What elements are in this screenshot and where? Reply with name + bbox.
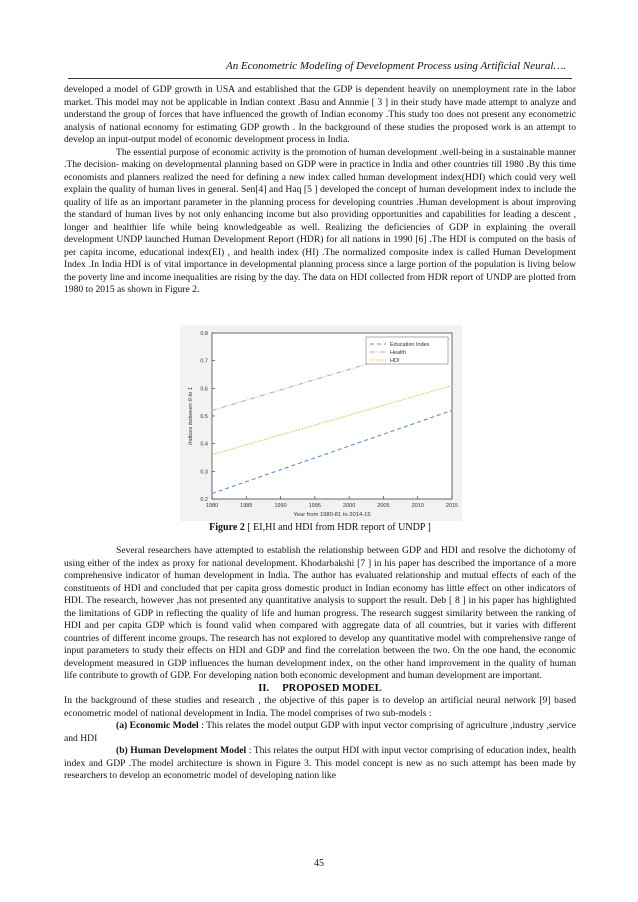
figure-caption [64, 522, 576, 533]
submodel-text: : This relates the model output GDP with input vector comprising of agriculture ,industry ,service and HDI [64, 720, 576, 744]
paragraph: developed a model of GDP growth in USA and established that the GDP is dependent heavily on unemployment rate in the labor market. This model may not be applicable in Indian context .Basu and Annmie [ 3 ] in their study have made attempt to analyze and understand the group of forces that have influenced the growth of Indian economy .This study too does not present any econometric analysis of national economy for estimating GDP growth . In the background of these studies the proposed work is an attempt to develop an input-output model of economic development process in India. [64, 84, 576, 145]
header-rule [68, 78, 572, 79]
submodel-economic [64, 720, 576, 745]
paragraph: Several researchers have attempted to establish the relationship between GDP and HDI and resolve the dichotomy of using either of the index as proxy for national development. Khodarbakshi [7 ] in his paper has described the importance of a more comprehensive indicator of human development in India. The author has evaluated relationship and mutual effects of each of the constituents of HDI and concluded that per capita gross domestic product in Indian economy has little effect on other indicators of HDI. The research, however ,has not presented any quantitative analysis to support the result. Deb [ 8 ] in his paper has highlighted the limitations of GDP in reflecting the quality of life and human progress. The research suggest similarity between the ranking of HDI and per capita GDP which is found valid when compared with aggregate data of all countries, but it varies with different countries of different income groups. The research has not explored to develop any quantitative model with comprehensive range of input parameters to study their effects on HDI and GDP and find the correlation between the two. On the one hand, the economic development measured in GDP influences the human development index, on the other hand improvement in the quality of human life contribute to growth of GDP. For developing nation both economic development and human development are important. [64, 545, 576, 681]
running-header: An Econometric Modeling of Development Process using Artificial Neural…. [225, 60, 566, 72]
legend-label: Education Index [390, 342, 430, 348]
top-text-block [64, 84, 576, 297]
legend-label: Health [390, 350, 406, 356]
submodel-label: (b) Human Development Model [116, 745, 247, 756]
figure-caption-label: Figure 2 [209, 522, 245, 533]
y-tick-label: 0.6 [200, 386, 208, 393]
y-tick-label: 0.7 [200, 358, 208, 365]
paragraph: In the background of these studies and research , the objective of this paper is to develop an artificial neural network [9] based econometric model of national development in India. The model comprises of two sub-models : [64, 695, 576, 719]
x-tick-label: 1985 [240, 503, 253, 509]
bottom-text-block [64, 545, 576, 783]
x-tick-label: 2005 [377, 503, 390, 509]
section-number: II. [258, 682, 270, 694]
submodel-text: : This relates the output HDI with input vector comprising of education index, health index and GDP .The model architecture is shown in Figure 3. This model concept is new as no such attempt has been made by researchers to develop an econometric model of developing nation like [64, 745, 576, 781]
x-tick-label: 1995 [308, 503, 321, 509]
x-tick-label: 1990 [274, 503, 287, 509]
submodel-human [64, 745, 576, 783]
legend-label: HDI [390, 358, 400, 364]
x-tick-label: 2015 [445, 503, 459, 509]
y-tick-label: 0.8 [200, 331, 208, 337]
x-axis-label: Year from 1980-81 to 2014-15 [293, 512, 371, 518]
submodel-label: (a) Economic Model [116, 720, 199, 731]
y-tick-label: 0.5 [200, 414, 208, 420]
x-tick-label: 2000 [343, 503, 356, 509]
x-tick-label: 1980 [205, 503, 219, 509]
y-axis-label: Indices between 0 to 1 [188, 386, 194, 446]
section-title: PROPOSED MODEL [282, 682, 382, 694]
section-heading [64, 683, 576, 696]
figure-caption-text: [ EI,HI and HDI from HDR report of UNDP ] [244, 522, 431, 533]
hdi-line-chart [180, 325, 462, 521]
x-tick-label: 2010 [411, 503, 424, 509]
y-tick-label: 0.3 [200, 469, 208, 476]
paragraph: The essential purpose of economic activity is the promotion of human development .well-being in a sustainable manner .The decision- making on developmental planning based on GDP were in practice in India and other countries till 1980 .By this time economists and planners realized the need for defining a new index called human development index(HDI) which could very well explain the quality of human lives in general. Sen[4] and Haq [5 ] developed the concept of human development index to include the quality of life as an important parameter in the planning process for developing countries .Human development is about improving the standard of human lives by not only enhancing income but also providing opportunities and capabilities for leading a descent , longer and healthier life while being knowledgeable as well. Realizing the deficiencies of GDP in explaining the overall development UNDP launched Human Development Report (HDR) for all nations in 1990 [6] .The HDI is computed on the basis of per capita income, educational index(EI) , and health index (HI) .The normalized composite index is called Human Development Index .In India HDI is of vital importance in developmental planning process since a large portion of the population is living below the poverty line and income inequalities are rising by the day. The data on HDI collected from HDR report of UNDP are plotted from 1980 to 2015 as shown in Figure 2. [64, 146, 576, 295]
page-number: 45 [314, 858, 324, 869]
y-tick-label: 0.2 [200, 497, 208, 503]
y-tick-label: 0.4 [200, 441, 208, 448]
